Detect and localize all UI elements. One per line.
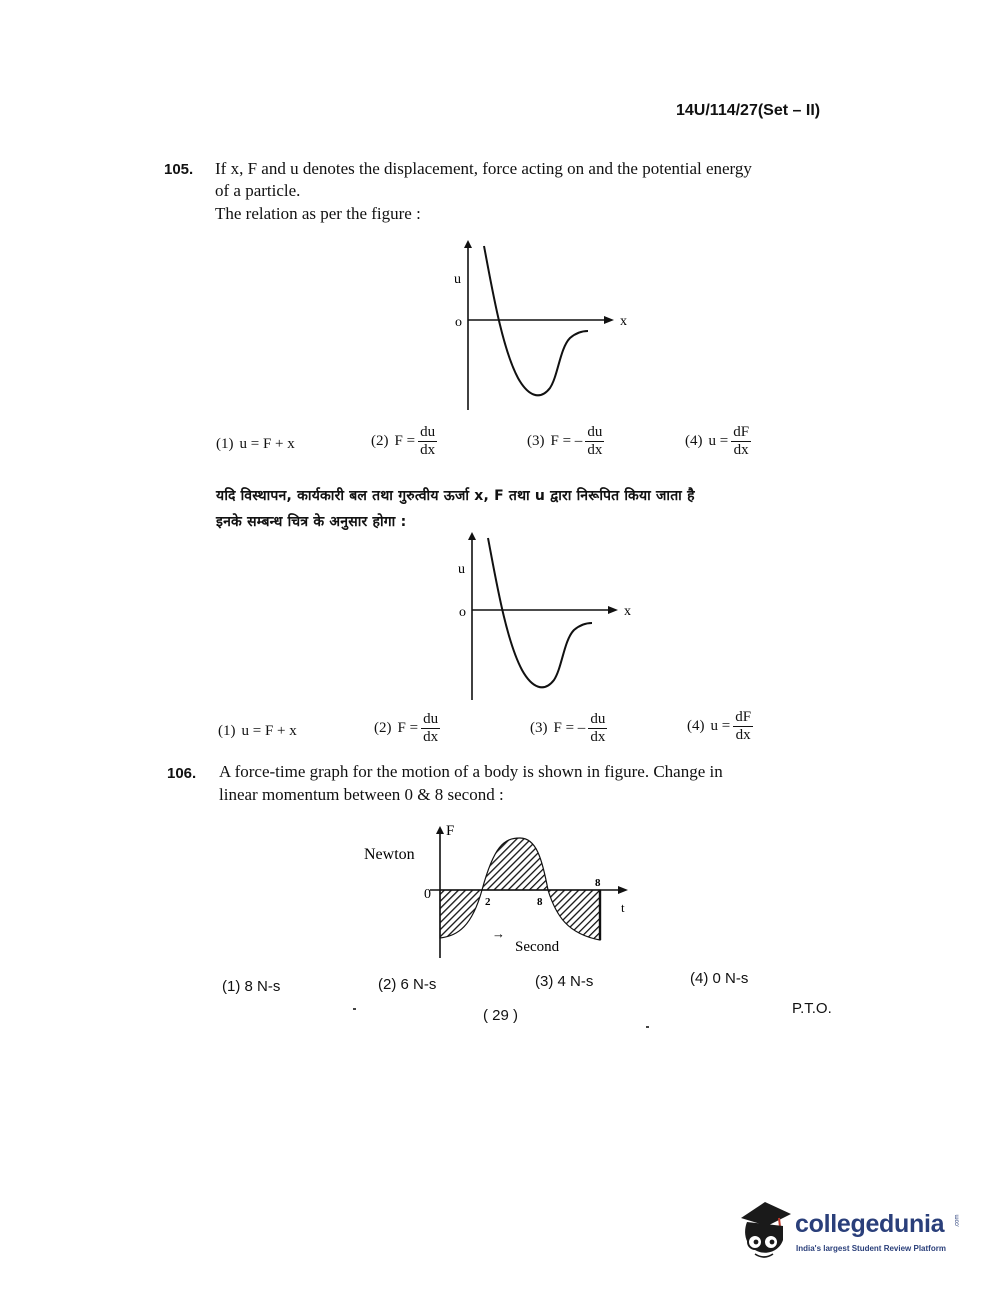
option-2-numerator: du bbox=[420, 424, 436, 440]
origin-label: 0 bbox=[424, 887, 431, 902]
x-axis bbox=[468, 316, 614, 324]
option-1-number: (1) bbox=[216, 436, 234, 452]
x-axis bbox=[472, 606, 618, 614]
q106-option-3[interactable]: (3) 4 N-s bbox=[535, 973, 594, 990]
pto-label: P.T.O. bbox=[792, 1000, 832, 1017]
force-axis-label: F bbox=[446, 823, 455, 839]
option-1[interactable] bbox=[216, 436, 295, 453]
t-axis-label: t bbox=[621, 900, 625, 915]
option-2-denominator: dx bbox=[423, 729, 439, 745]
x-axis-label: x bbox=[620, 314, 627, 329]
hindi-line-1: यदि विस्थापन, कार्यकारी बल तथा गुरुत्वीय ऊर्जा x, F तथा u द्वारा निरूपित किया जाता है bbox=[216, 488, 695, 504]
negative-area-0-2 bbox=[440, 890, 482, 938]
potential-curve bbox=[488, 538, 592, 687]
option-2[interactable] bbox=[371, 424, 437, 459]
potential-energy-graph-1 bbox=[440, 238, 640, 413]
option-3-lhs: F = – bbox=[553, 720, 586, 736]
option-4-denominator: dx bbox=[735, 727, 751, 743]
tick-label-2: 2 bbox=[485, 896, 491, 908]
question-106-number: 106. bbox=[167, 765, 197, 782]
page-number: ( 29 ) bbox=[483, 1007, 519, 1024]
tick-label-6: 8 bbox=[537, 896, 543, 908]
option-3-denominator: dx bbox=[587, 442, 603, 458]
tick-label-8: 8 bbox=[595, 877, 601, 889]
option-2-lhs: F = bbox=[394, 433, 416, 449]
question-106-line-2: linear momentum between 0 & 8 second : bbox=[219, 785, 504, 804]
option-4-lhs: u = bbox=[708, 433, 729, 449]
option-2-numerator: du bbox=[423, 711, 439, 727]
speck-mark bbox=[353, 1008, 356, 1010]
option-4[interactable] bbox=[685, 424, 751, 459]
option-3-hindi[interactable] bbox=[530, 711, 607, 746]
question-105-line-1: If x, F and u denotes the displacement, force acting on and the potential energy bbox=[215, 159, 752, 178]
option-3-numerator: du bbox=[590, 711, 606, 727]
negative-area-6-8 bbox=[548, 890, 600, 940]
option-1-hindi[interactable] bbox=[218, 723, 297, 740]
origin-label: o bbox=[455, 315, 462, 330]
option-3-number: (3) bbox=[527, 433, 545, 449]
y-axis-label: u bbox=[454, 272, 461, 287]
x-axis-label: x bbox=[624, 604, 631, 619]
second-label: Second bbox=[515, 939, 560, 955]
positive-area-2-6 bbox=[482, 838, 548, 890]
question-105-number: 105. bbox=[164, 161, 194, 178]
brand-tagline: India's largest Student Review Platform bbox=[796, 1244, 946, 1253]
q106-option-1[interactable]: (1) 8 N-s bbox=[222, 978, 281, 995]
hindi-line-2: इनके सम्बन्ध चित्र के अनुसार होगा : bbox=[216, 514, 407, 530]
option-3-numerator: du bbox=[587, 424, 603, 440]
option-4-denominator: dx bbox=[733, 442, 749, 458]
question-105-line-3: The relation as per the figure : bbox=[215, 204, 421, 223]
option-2-number: (2) bbox=[371, 433, 389, 449]
direction-arrow: → bbox=[492, 926, 505, 941]
option-4-number: (4) bbox=[687, 718, 705, 734]
option-4-numerator: dF bbox=[735, 709, 752, 725]
option-3-fraction bbox=[585, 424, 604, 459]
q106-option-4[interactable]: (4) 0 N-s bbox=[690, 970, 749, 987]
y-axis bbox=[464, 240, 472, 410]
potential-energy-graph-2 bbox=[444, 528, 644, 703]
option-2-fraction bbox=[421, 711, 440, 746]
option-2-number: (2) bbox=[374, 720, 392, 736]
option-1-number: (1) bbox=[218, 723, 236, 739]
option-2-lhs: F = bbox=[397, 720, 419, 736]
question-106-line-1: A force-time graph for the motion of a body is shown in figure. Change in bbox=[219, 762, 723, 781]
option-3-fraction bbox=[588, 711, 607, 746]
option-4-lhs: u = bbox=[710, 718, 731, 734]
option-4-fraction bbox=[731, 424, 751, 459]
paper-code: 14U/114/27(Set – II) bbox=[676, 102, 821, 119]
option-3-lhs: F = – bbox=[550, 433, 583, 449]
brand-name: collegedunia bbox=[795, 1210, 945, 1238]
collegedunia-logo bbox=[735, 1196, 965, 1266]
option-3-denominator: dx bbox=[590, 729, 606, 745]
option-4-number: (4) bbox=[685, 433, 703, 449]
option-2-denominator: dx bbox=[420, 442, 436, 458]
y-axis-label: u bbox=[458, 562, 465, 577]
option-3[interactable] bbox=[527, 424, 604, 459]
q106-option-2[interactable]: (2) 6 N-s bbox=[378, 976, 437, 993]
mascot-icon bbox=[735, 1196, 795, 1258]
option-4-fraction bbox=[733, 709, 753, 744]
y-axis bbox=[468, 532, 476, 700]
option-3-number: (3) bbox=[530, 720, 548, 736]
option-1-text: u = F + x bbox=[241, 723, 297, 739]
brand-domain: .com bbox=[954, 1214, 961, 1228]
option-2-fraction bbox=[418, 424, 437, 459]
option-2-hindi[interactable] bbox=[374, 711, 440, 746]
question-105-line-2: of a particle. bbox=[215, 181, 301, 200]
speck-mark bbox=[646, 1026, 649, 1028]
option-4-hindi[interactable] bbox=[687, 709, 753, 744]
force-time-graph bbox=[360, 818, 650, 963]
option-4-numerator: dF bbox=[733, 424, 750, 440]
newton-label: Newton bbox=[364, 846, 415, 863]
origin-label: o bbox=[459, 605, 466, 620]
option-1-text: u = F + x bbox=[239, 436, 295, 452]
